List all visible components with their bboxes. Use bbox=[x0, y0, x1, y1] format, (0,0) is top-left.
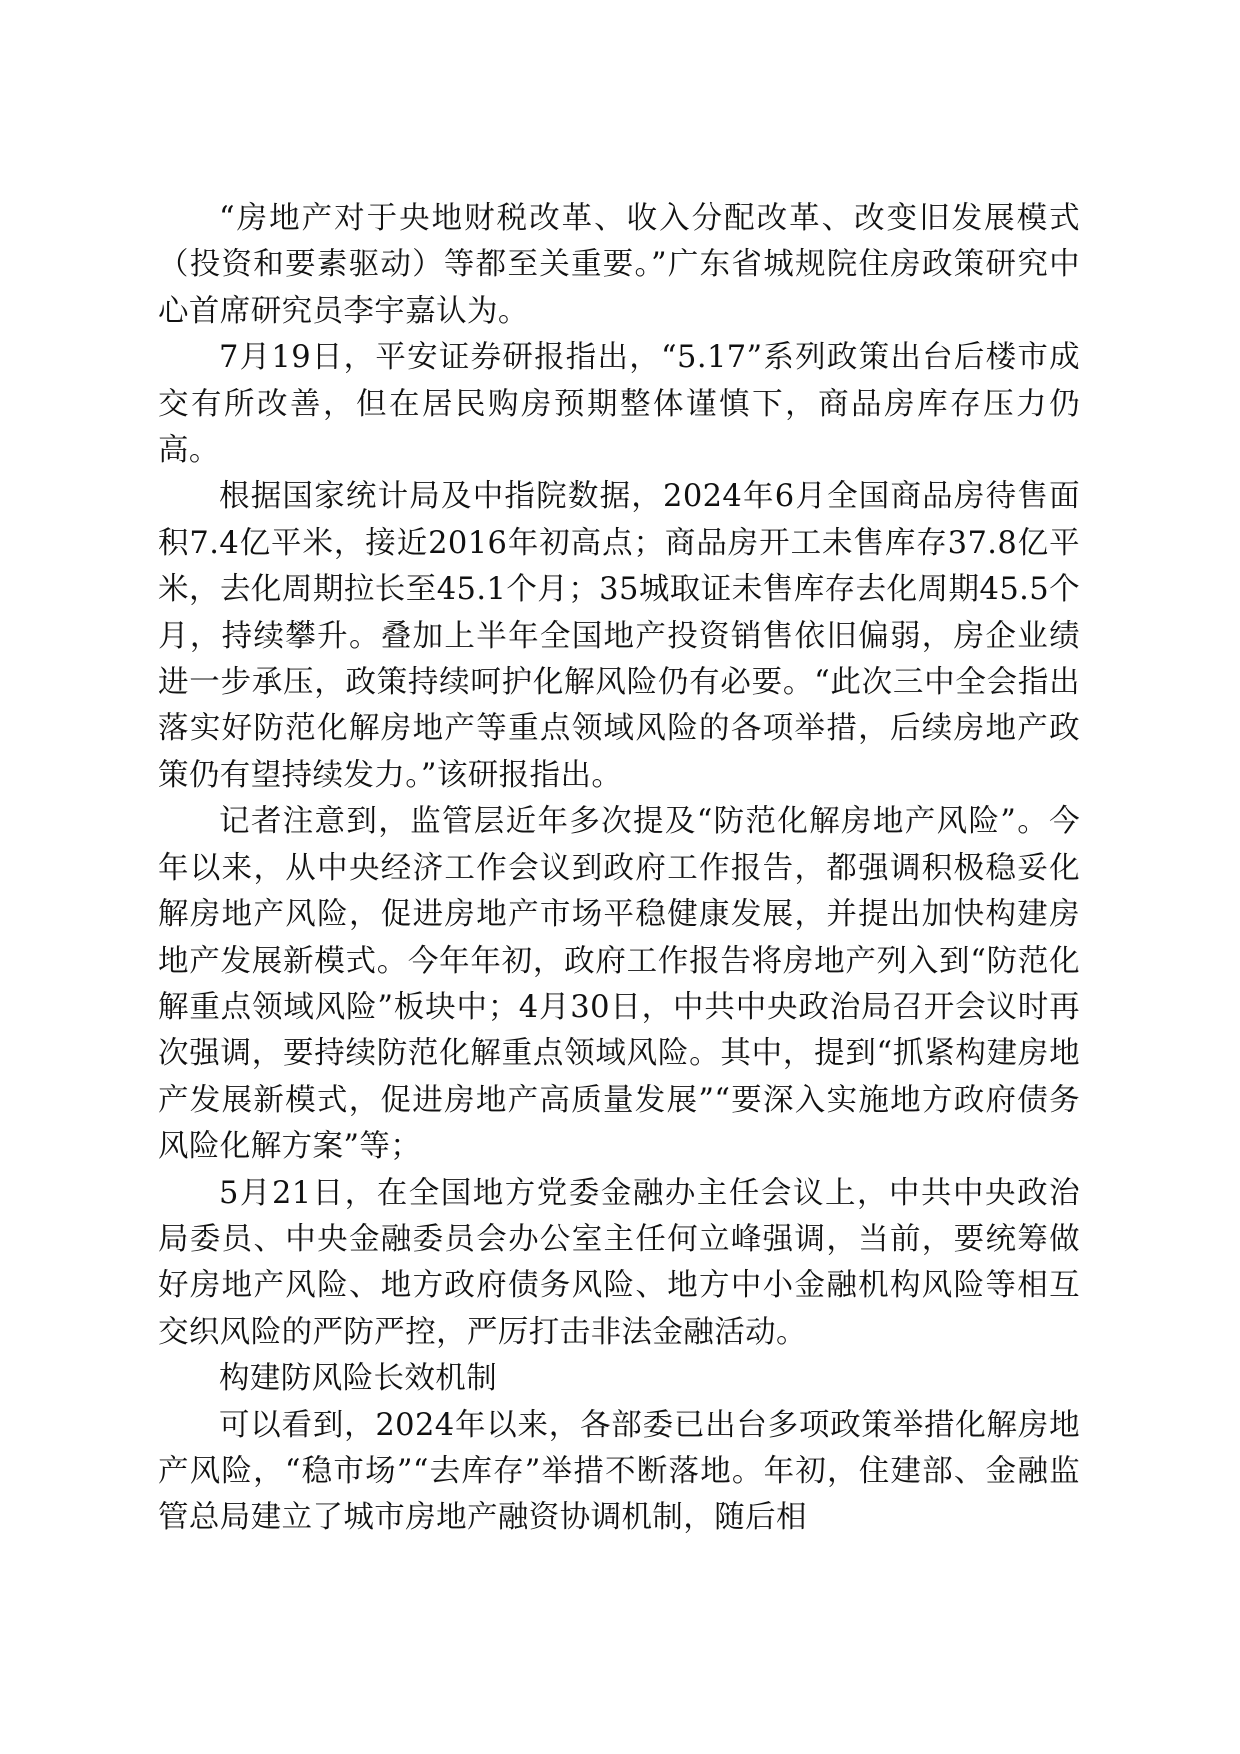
section-heading: 构建防风险长效机制 bbox=[219, 1361, 498, 1397]
paragraph-he-lifeng: 5月21日，在全国地方党委金融办主任会议上，中共中央政治局委员、中央金融委员会办公室主任何立峰强调，当前，要统筹做好房地产风险、地方政府债务风险、地方中小金融机构风险等相互交织风险的严防严控，严厉打击非法金融活动。 bbox=[158, 1175, 1080, 1350]
paragraph-policy-measures: 可以看到，2024年以来，各部委已出台多项政策举措化解房地产风险，“稳市场”“去库存”举措不断落地。年初，住建部、金融监管总局建立了城市房地产融资协调机制，随后相 bbox=[158, 1407, 1080, 1536]
paragraph-quote-li-yujia: “房地产对于央地财税改革、收入分配改革、改变旧发展模式（投资和要素驱动）等都至关重要。”广东省城规院住房政策研究中心首席研究员李宇嘉认为。 bbox=[158, 201, 1080, 329]
paragraph-pingan-report: 7月19日，平安证券研报指出，“5.17”系列政策出台后楼市成交有所改善，但在居民购房预期整体谨慎下，商品房库存压力仍高。 bbox=[158, 340, 1080, 469]
paragraph-inventory-data: 根据国家统计局及中指院数据，2024年6月全国商品房待售面积7.4亿平米，接近2016年初高点；商品房开工未售库存37.8亿平米，去化周期拉长至45.1个月；35城取证未售库存去化周期45.5个月，持续攀升。叠加上半年全国地产投资销售依旧偏弱，房企业绩进一步承压，政策持续呵护化解风险仍有必要。“此次三中全会指出落实好防范化解房地产等重点领域风险的各项举措，后续房地产政策仍有望持续发力。”该研报指出。 bbox=[158, 479, 1080, 793]
article-body bbox=[158, 196, 1080, 1542]
paragraph-regulator-focus: 记者注意到，监管层近年多次提及“防范化解房地产风险”。今年以来，从中央经济工作会议到政府工作报告，都强调积极稳妥化解房地产风险，促进房地产市场平稳健康发展，并提出加快构建房地产发展新模式。今年年初，政府工作报告将房地产列入到“防范化解重点领域风险”板块中；4月30日，中共中央政治局召开会议时再次强调，要持续防范化解重点领域风险。其中，提到“抓紧构建房地产发展新模式，促进房地产高质量发展”“要深入实施地方政府债务风险化解方案”等； bbox=[158, 804, 1080, 1165]
